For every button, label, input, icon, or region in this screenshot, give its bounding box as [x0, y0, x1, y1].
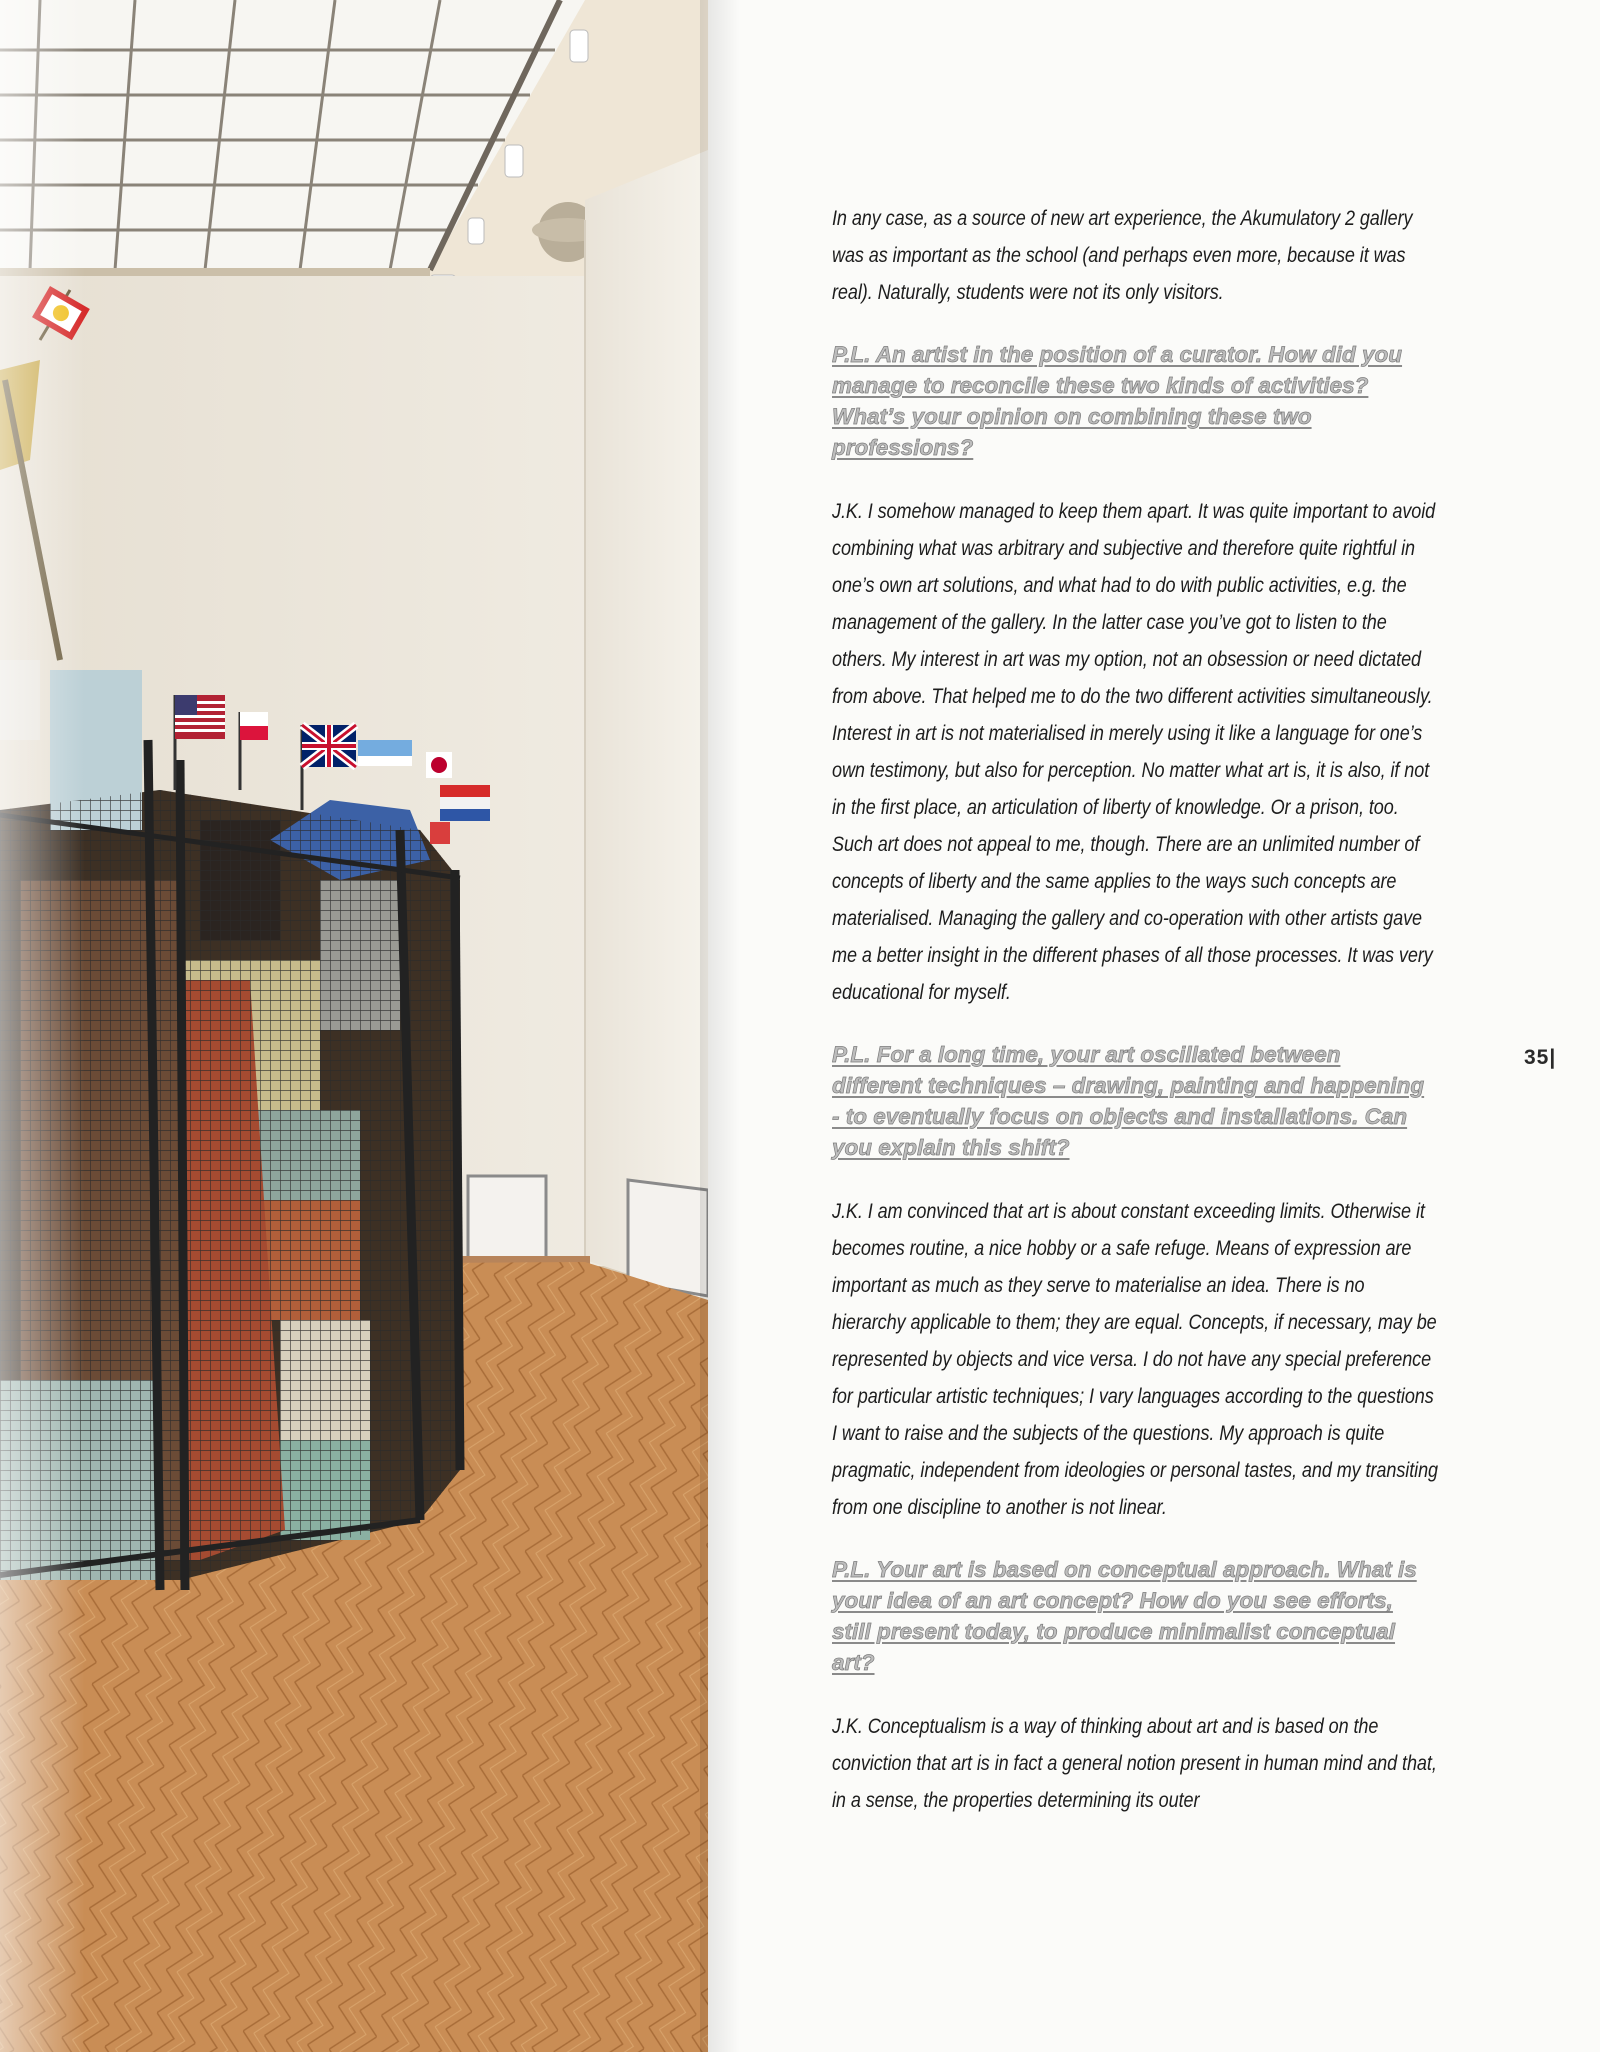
page-number: 35| [1524, 1046, 1557, 1069]
article-text-column [832, 200, 1440, 1847]
answer-paragraph: J.K. I somehow managed to keep them apart. It was quite important to avoid combining what was arbitrary and subjective and therefore quite rightful in one’s own art solutions, and what had to do with public activities, e.g. the management of the gallery. In the latter case you’ve got to listen to the others. My interest in art was my option, not an obsession or need dictated from above. That helped me to do the two different activities simultaneously. Interest in art is not materialised in merely using it like a language for one’s own testimony, but also for perception. No matter what art is, it is also, if not in the first place, an articulation of liberty of knowledge. Or a prison, too. Such art does not appeal to me, though. There are an unlimited number of concepts of liberty and the same applies to the ways such concepts are materialised. Managing the gallery and co-operation with other artists gave me a better insight in the different phases of all those processes. It was very educational for myself. [832, 499, 1436, 1004]
page-gutter-shadow [700, 0, 740, 2052]
answer-paragraph: J.K. Conceptualism is a way of thinking about art and is based on the conviction that art is in fact a general notion present in human mind and that, in a sense, the properties determining its outer [832, 1714, 1437, 1812]
question-paragraph: P.L. For a long time, your art oscillated between different techniques – drawing, painting and happening - to eventually focus on objects and installations. Can you explain this shift? [832, 1042, 1425, 1160]
answer-paragraph: J.K. I am convinced that art is about constant exceeding limits. Otherwise it becomes routine, a nice hobby or a safe refuge. Means of expression are important as much as they serve to materialise an idea. There is no hierarchy applicable to them; they are equal. Concepts, if necessary, may be represented by objects and vice versa. I do not have any special preference for particular artistic techniques; I vary languages according to the questions I want to raise and the subjects of the questions. My approach is quite pragmatic, independent from ideologies or personal tastes, and my transiting from one discipline to another is not linear. [832, 1199, 1438, 1519]
question-paragraph: P.L. Your art is based on conceptual approach. What is your idea of an art concept? How do you see efforts, still present today, to produce minimalist conceptual art? [832, 1557, 1417, 1675]
gallery-installation-photo [0, 0, 708, 2052]
question-paragraph: P.L. An artist in the position of a curator. How did you manage to reconcile these two kinds of activities? What’s your opinion on combining these two professions? [832, 342, 1403, 460]
answer-paragraph: In any case, as a source of new art experience, the Akumulatory 2 gallery was as important as the school (and perhaps even more, because it was real). Naturally, students were not its only visitors. [832, 206, 1413, 304]
